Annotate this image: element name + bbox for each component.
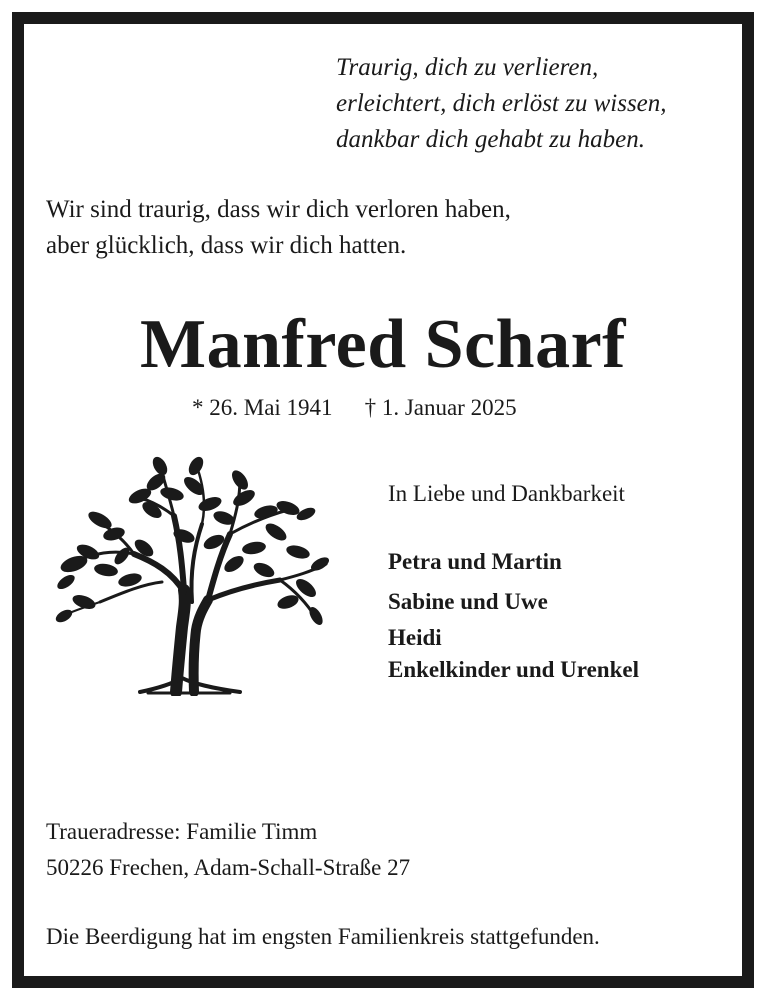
mourning-address: [46, 814, 410, 886]
poem: [336, 50, 667, 158]
birth-date: * 26. Mai 1941: [192, 395, 333, 420]
tree-icon: [44, 452, 332, 696]
mourner-entry: Sabine und Uwe: [388, 589, 548, 614]
mourner-entry: Heidi: [388, 625, 442, 650]
poem-line: dankbar dich gehabt zu haben.: [336, 126, 645, 153]
intro-line: Wir sind traurig, dass wir dich verloren haben,: [46, 196, 511, 223]
deceased-name: Manfred Scharf: [140, 306, 626, 383]
mourner-entry: Enkelkinder und Urenkel: [388, 657, 639, 682]
poem-line: erleichtert, dich erlöst zu wissen,: [336, 90, 667, 117]
life-dates: [192, 392, 517, 424]
poem-line: Traurig, dich zu verlieren,: [336, 54, 599, 81]
death-date: † 1. Januar 2025: [364, 395, 517, 420]
address-line: Traueradresse: Familie Timm: [46, 819, 318, 844]
address-line: 50226 Frechen, Adam-Schall-Straße 27: [46, 855, 411, 880]
mourner-entry: Petra und Martin: [388, 549, 562, 574]
intro-line: aber glücklich, dass wir dich hatten.: [46, 232, 407, 259]
intro-text: [46, 192, 511, 264]
mourners-list: [388, 542, 639, 686]
funeral-note: Die Beerdigung hat im engsten Familienkreis stattgefunden.: [46, 924, 600, 949]
dedication-text: In Liebe und Dankbarkeit: [388, 481, 625, 506]
